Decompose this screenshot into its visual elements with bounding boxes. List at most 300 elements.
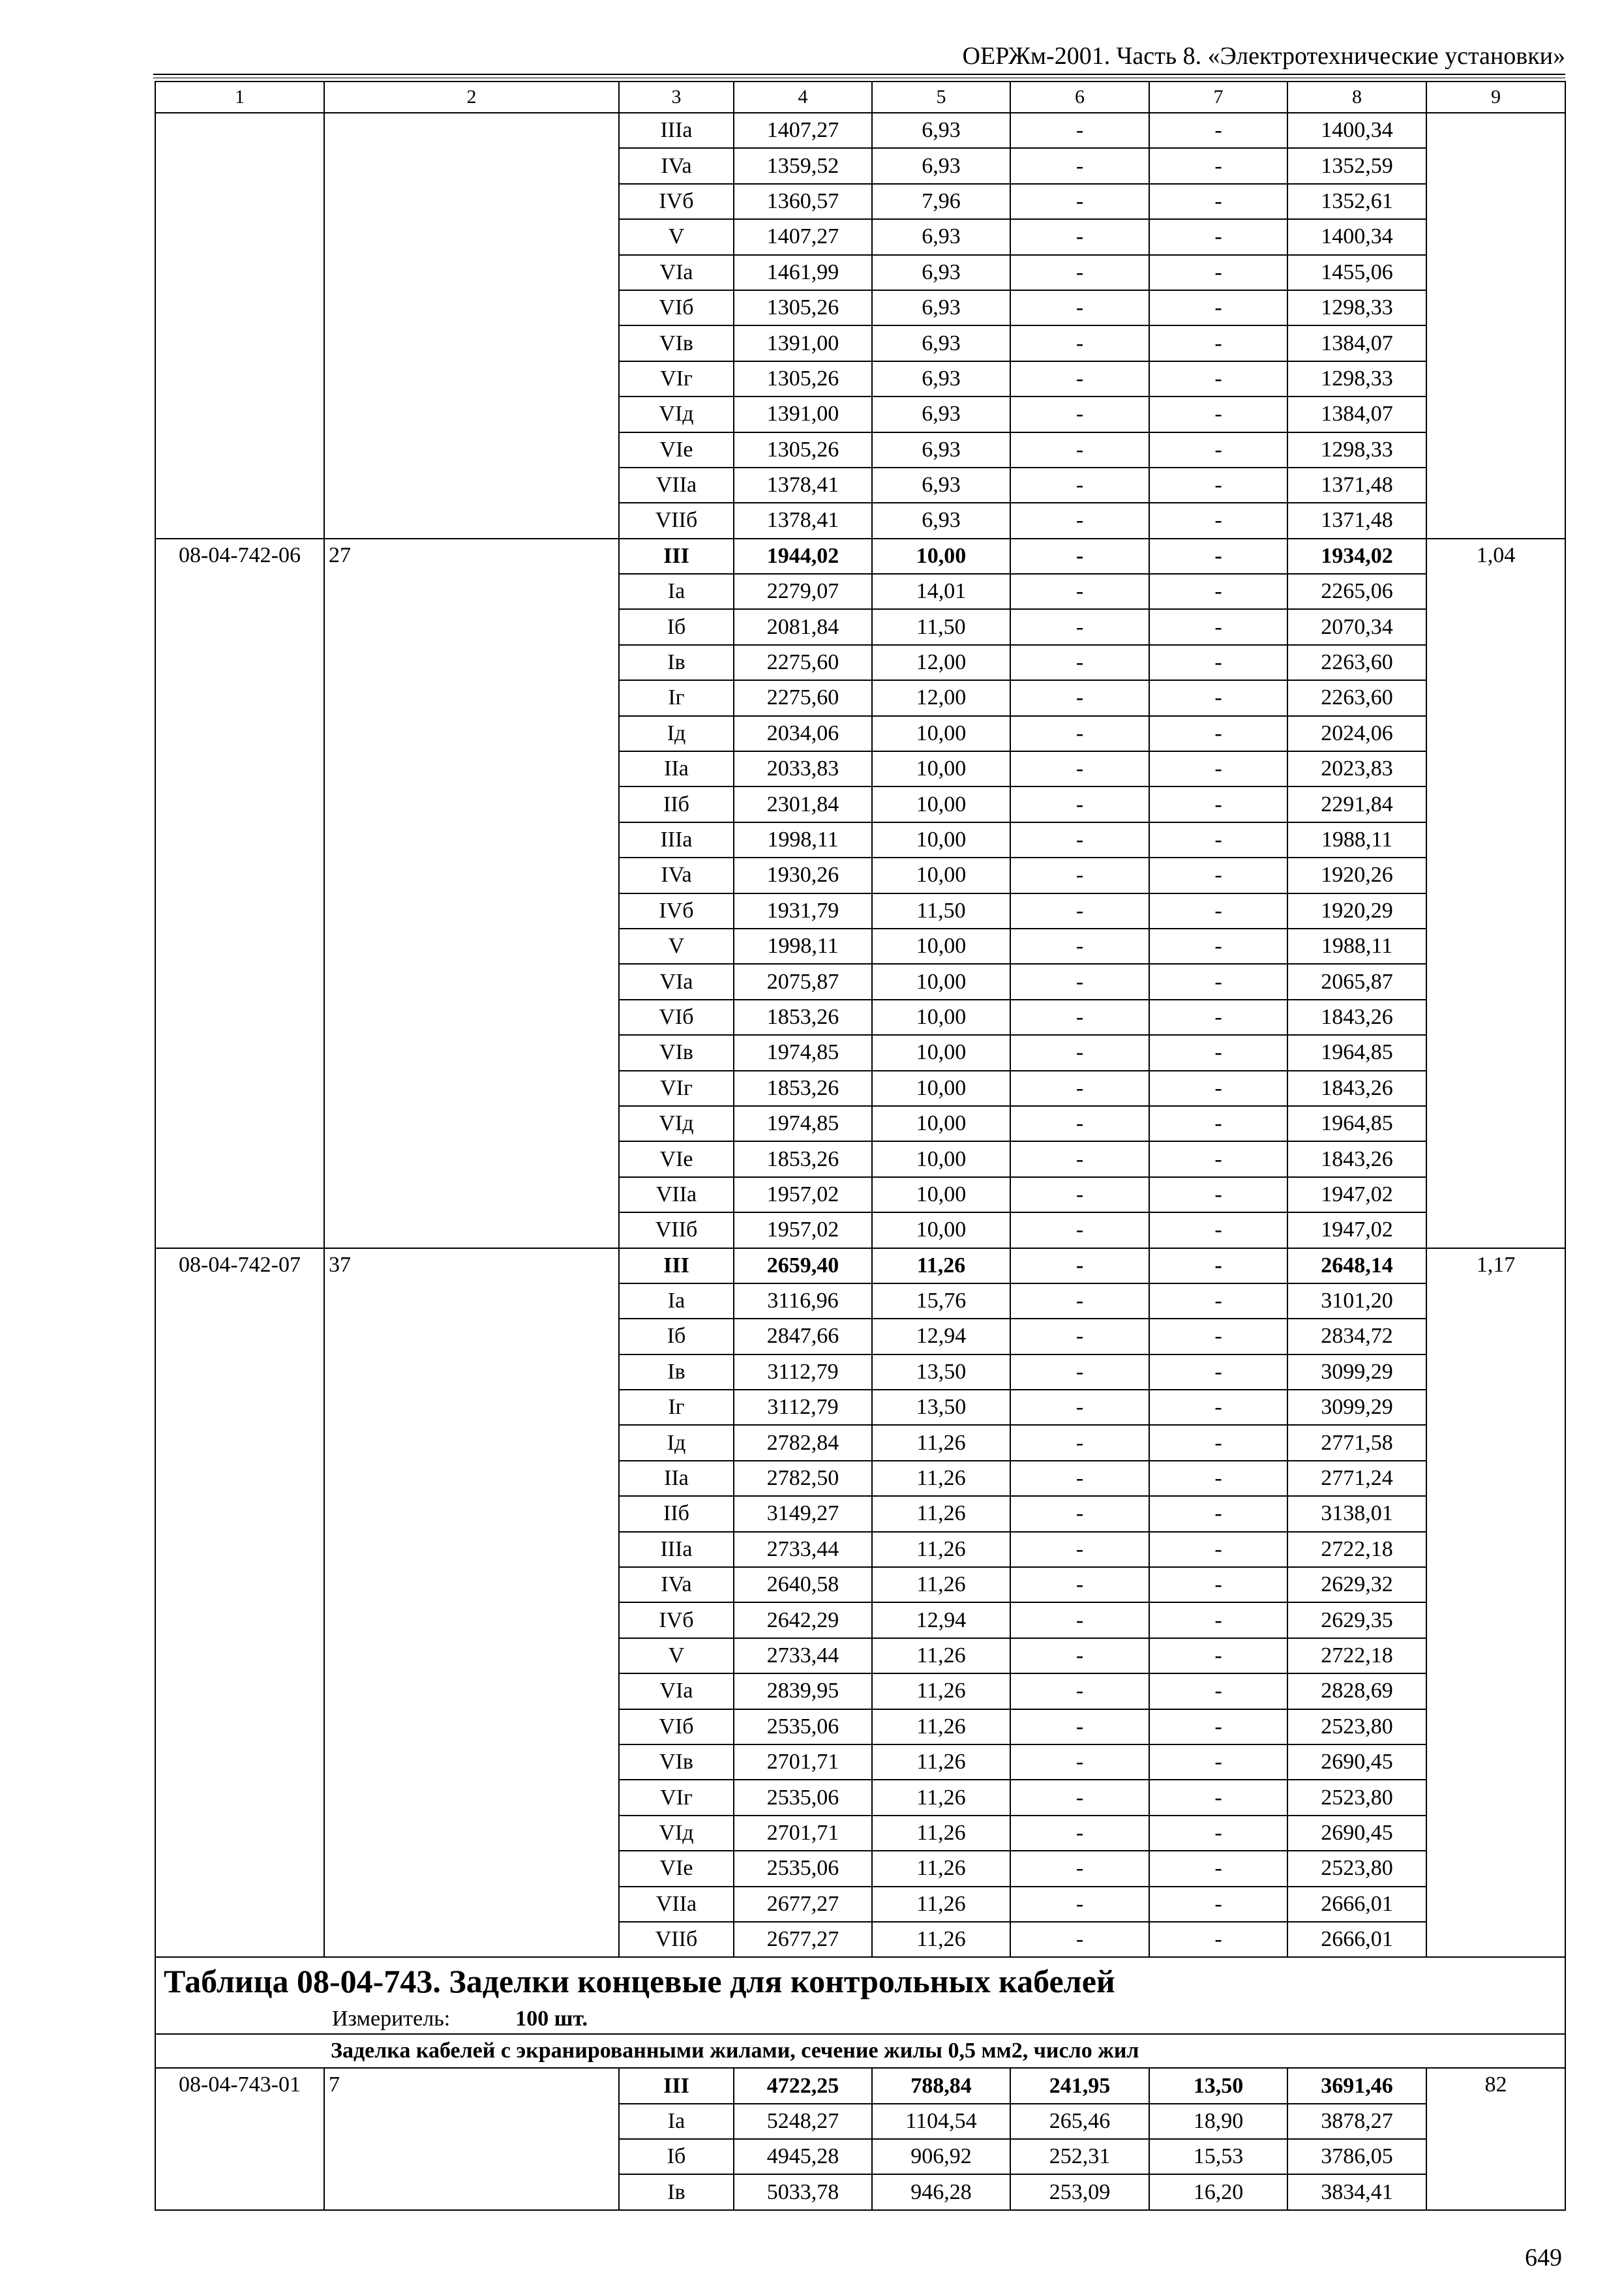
cell-wages: 10,00 <box>872 858 1010 893</box>
cell-wages: 10,00 <box>872 929 1010 964</box>
cell-machines: - <box>1010 539 1149 574</box>
cell-machines: - <box>1010 1283 1149 1319</box>
cell-materials: 2070,34 <box>1287 609 1426 644</box>
cell-zone: IVa <box>619 148 734 183</box>
cell-wages: 6,93 <box>872 396 1010 432</box>
cell-wages: 11,26 <box>872 1709 1010 1744</box>
cell-total: 1853,26 <box>734 1000 872 1035</box>
cell-materials: 1352,61 <box>1287 184 1426 219</box>
cell-zone: V <box>619 219 734 254</box>
cell-zone: IVa <box>619 1567 734 1602</box>
cell-total: 2659,40 <box>734 1248 872 1283</box>
cell-machines: - <box>1010 1319 1149 1354</box>
cell-machines: - <box>1010 1780 1149 1815</box>
column-number: 1 <box>155 82 324 113</box>
meter-row <box>155 2005 1565 2034</box>
cell-total: 1407,27 <box>734 219 872 254</box>
cell-materials: 2771,58 <box>1287 1425 1426 1460</box>
cell-materials: 2263,60 <box>1287 680 1426 715</box>
cell-materials: 1964,85 <box>1287 1035 1426 1070</box>
cell-total: 2275,60 <box>734 645 872 680</box>
cell-materials: 3099,29 <box>1287 1354 1426 1390</box>
cell-total: 2701,71 <box>734 1744 872 1780</box>
cell-materials: 1384,07 <box>1287 325 1426 361</box>
cell-total: 2275,60 <box>734 680 872 715</box>
cell-operator-wages: - <box>1149 786 1287 822</box>
cell-zone: VIa <box>619 1673 734 1709</box>
cell-zone: IIa <box>619 751 734 786</box>
cell-wages: 6,93 <box>872 148 1010 183</box>
cell-total: 1359,52 <box>734 148 872 183</box>
cell-operator-wages: - <box>1149 1887 1287 1922</box>
cell-zone: IIб <box>619 1496 734 1531</box>
cell-machines: - <box>1010 964 1149 999</box>
cell-materials: 1298,33 <box>1287 290 1426 325</box>
cell-wages: 13,50 <box>872 1354 1010 1390</box>
cell-operator-wages: - <box>1149 751 1287 786</box>
caption-row <box>155 2034 1565 2068</box>
cell-operator-wages: - <box>1149 1425 1287 1460</box>
cell-machines: 252,31 <box>1010 2139 1149 2174</box>
rate-code: 08-04-742-06 <box>155 539 324 1248</box>
cell-total: 3116,96 <box>734 1283 872 1319</box>
cell-materials: 2629,32 <box>1287 1567 1426 1602</box>
cell-zone: III <box>619 539 734 574</box>
cell-machines: - <box>1010 929 1149 964</box>
cell-operator-wages: - <box>1149 113 1287 148</box>
cell-materials: 2629,35 <box>1287 1602 1426 1638</box>
cell-total: 2733,44 <box>734 1532 872 1567</box>
cell-wages: 788,84 <box>872 2068 1010 2103</box>
cell-total: 2839,95 <box>734 1673 872 1709</box>
cell-materials: 2265,06 <box>1287 574 1426 609</box>
cell-machines: - <box>1010 1709 1149 1744</box>
cell-wages: 10,00 <box>872 1035 1010 1070</box>
cell-materials: 2666,01 <box>1287 1887 1426 1922</box>
cell-machines: - <box>1010 751 1149 786</box>
cell-wages: 11,26 <box>872 1638 1010 1673</box>
rate-code: 08-04-743-01 <box>155 2068 324 2210</box>
cell-operator-wages: - <box>1149 574 1287 609</box>
cell-zone: III <box>619 2068 734 2103</box>
cell-total: 1378,41 <box>734 468 872 503</box>
column-number: 8 <box>1287 82 1426 113</box>
cell-zone: VIб <box>619 1709 734 1744</box>
cell-machines: - <box>1010 1106 1149 1141</box>
cell-machines: - <box>1010 1035 1149 1070</box>
cell-machines: 241,95 <box>1010 2068 1149 2103</box>
cell-zone: IIIa <box>619 822 734 858</box>
cell-machines: - <box>1010 219 1149 254</box>
cell-operator-wages: - <box>1149 1602 1287 1638</box>
cell-wages: 11,26 <box>872 1780 1010 1815</box>
cell-wages: 6,93 <box>872 290 1010 325</box>
cell-wages: 906,92 <box>872 2139 1010 2174</box>
cell-machines: - <box>1010 1638 1149 1673</box>
cell-total: 4945,28 <box>734 2139 872 2174</box>
cell-machines: - <box>1010 1354 1149 1390</box>
cell-machines: - <box>1010 609 1149 644</box>
cell-zone: VIIб <box>619 1922 734 1957</box>
cell-wages: 11,50 <box>872 609 1010 644</box>
cell-materials: 2722,18 <box>1287 1532 1426 1567</box>
cell-operator-wages: - <box>1149 184 1287 219</box>
cell-operator-wages: - <box>1149 858 1287 893</box>
cell-operator-wages: - <box>1149 1673 1287 1709</box>
cell-total: 1461,99 <box>734 255 872 290</box>
cell-total: 2535,06 <box>734 1709 872 1744</box>
cell-zone: Iв <box>619 1354 734 1390</box>
cell-materials: 1843,26 <box>1287 1000 1426 1035</box>
rate-name <box>324 113 619 539</box>
cell-operator-wages: - <box>1149 716 1287 751</box>
cell-materials: 2263,60 <box>1287 645 1426 680</box>
cell-wages: 6,93 <box>872 113 1010 148</box>
cell-operator-wages: 16,20 <box>1149 2174 1287 2209</box>
cell-total: 2701,71 <box>734 1816 872 1851</box>
cell-total: 2034,06 <box>734 716 872 751</box>
cell-total: 1974,85 <box>734 1035 872 1070</box>
cell-materials: 2523,80 <box>1287 1780 1426 1815</box>
cell-total: 5033,78 <box>734 2174 872 2209</box>
cell-wages: 15,76 <box>872 1283 1010 1319</box>
cell-machines: - <box>1010 468 1149 503</box>
cell-zone: VIг <box>619 1780 734 1815</box>
cell-zone: VIIa <box>619 1887 734 1922</box>
cell-materials: 2690,45 <box>1287 1816 1426 1851</box>
cell-wages: 11,26 <box>872 1851 1010 1886</box>
cell-wages: 6,93 <box>872 219 1010 254</box>
meter-label: Измеритель: <box>332 2007 451 2031</box>
cell-zone: VIIa <box>619 468 734 503</box>
cell-operator-wages: - <box>1149 1922 1287 1957</box>
cell-operator-wages: - <box>1149 609 1287 644</box>
cell-operator-wages: - <box>1149 1248 1287 1283</box>
cell-total: 1407,27 <box>734 113 872 148</box>
cell-materials: 1298,33 <box>1287 361 1426 396</box>
cell-operator-wages: - <box>1149 1638 1287 1673</box>
cell-wages: 11,26 <box>872 1922 1010 1957</box>
cell-machines: - <box>1010 1248 1149 1283</box>
cell-operator-wages: - <box>1149 1851 1287 1886</box>
cell-materials: 2065,87 <box>1287 964 1426 999</box>
cell-total: 1944,02 <box>734 539 872 574</box>
cell-materials: 1455,06 <box>1287 255 1426 290</box>
cell-wages: 11,26 <box>872 1496 1010 1531</box>
cell-machines: - <box>1010 361 1149 396</box>
section-caption: Заделка кабелей с экранированными жилами, сечение жилы 0,5 мм2, число жил <box>155 2034 1565 2068</box>
cell-zone: IIIa <box>619 1532 734 1567</box>
cell-operator-wages: - <box>1149 1354 1287 1390</box>
cell-zone: Iб <box>619 2139 734 2174</box>
cell-machines: - <box>1010 1425 1149 1460</box>
cell-operator-wages: - <box>1149 680 1287 715</box>
cell-materials: 2523,80 <box>1287 1851 1426 1886</box>
cell-total: 4722,25 <box>734 2068 872 2103</box>
cell-wages: 11,26 <box>872 1532 1010 1567</box>
cell-machines: - <box>1010 574 1149 609</box>
cell-total: 3112,79 <box>734 1354 872 1390</box>
cell-materials: 1371,48 <box>1287 468 1426 503</box>
cell-zone: VIa <box>619 964 734 999</box>
cell-operator-wages: - <box>1149 1283 1287 1319</box>
cell-materials: 1400,34 <box>1287 219 1426 254</box>
cell-zone: VIв <box>619 1035 734 1070</box>
cell-zone: VIe <box>619 432 734 468</box>
cell-materials: 1352,59 <box>1287 148 1426 183</box>
header-rule <box>153 74 1565 75</box>
cell-materials: 2523,80 <box>1287 1709 1426 1744</box>
cell-total: 2279,07 <box>734 574 872 609</box>
cell-wages: 7,96 <box>872 184 1010 219</box>
cell-materials: 3878,27 <box>1287 2104 1426 2139</box>
rate-name: 7 <box>324 2068 619 2210</box>
cell-total: 2847,66 <box>734 1319 872 1354</box>
cell-operator-wages: - <box>1149 929 1287 964</box>
cell-materials: 1920,29 <box>1287 893 1426 929</box>
cell-total: 2075,87 <box>734 964 872 999</box>
cell-machines: - <box>1010 786 1149 822</box>
cell-machines: - <box>1010 1602 1149 1638</box>
rate-name: 27 <box>324 539 619 1248</box>
column-number: 6 <box>1010 82 1149 113</box>
coefficient: 82 <box>1426 2068 1565 2210</box>
cell-zone: IVa <box>619 858 734 893</box>
cell-total: 1360,57 <box>734 184 872 219</box>
cell-materials: 1371,48 <box>1287 503 1426 538</box>
cell-machines: - <box>1010 1816 1149 1851</box>
cell-zone: Ia <box>619 1283 734 1319</box>
cell-machines: - <box>1010 680 1149 715</box>
cell-zone: VIв <box>619 325 734 361</box>
cell-machines: - <box>1010 113 1149 148</box>
cell-machines: - <box>1010 1461 1149 1496</box>
cell-wages: 11,26 <box>872 1248 1010 1283</box>
cell-operator-wages: - <box>1149 219 1287 254</box>
cell-machines: - <box>1010 1532 1149 1567</box>
cell-materials: 2771,24 <box>1287 1461 1426 1496</box>
rate-code: 08-04-742-07 <box>155 1248 324 1958</box>
cell-wages: 10,00 <box>872 1177 1010 1212</box>
cell-total: 1974,85 <box>734 1106 872 1141</box>
cell-total: 2640,58 <box>734 1567 872 1602</box>
cell-zone: VIIб <box>619 503 734 538</box>
cell-wages: 11,26 <box>872 1567 1010 1602</box>
cell-operator-wages: - <box>1149 1177 1287 1212</box>
cell-materials: 3691,46 <box>1287 2068 1426 2103</box>
cell-materials: 1400,34 <box>1287 113 1426 148</box>
meter <box>155 2005 1565 2034</box>
table-row <box>155 539 1565 574</box>
cell-materials: 2690,45 <box>1287 1744 1426 1780</box>
cell-wages: 13,50 <box>872 1390 1010 1425</box>
cell-materials: 2291,84 <box>1287 786 1426 822</box>
cell-materials: 1947,02 <box>1287 1212 1426 1248</box>
cell-zone: VIIб <box>619 1212 734 1248</box>
cell-machines: - <box>1010 716 1149 751</box>
cell-wages: 12,00 <box>872 645 1010 680</box>
cell-total: 3112,79 <box>734 1390 872 1425</box>
cell-wages: 6,93 <box>872 361 1010 396</box>
cell-machines: - <box>1010 184 1149 219</box>
cell-operator-wages: - <box>1149 468 1287 503</box>
cell-zone: Iв <box>619 645 734 680</box>
cell-zone: Iд <box>619 716 734 751</box>
cell-operator-wages: - <box>1149 1461 1287 1496</box>
cell-total: 2033,83 <box>734 751 872 786</box>
cell-materials: 2024,06 <box>1287 716 1426 751</box>
cell-total: 2733,44 <box>734 1638 872 1673</box>
cell-wages: 10,00 <box>872 1106 1010 1141</box>
cell-operator-wages: - <box>1149 1496 1287 1531</box>
cell-zone: IIб <box>619 786 734 822</box>
cell-wages: 11,26 <box>872 1461 1010 1496</box>
cell-total: 2081,84 <box>734 609 872 644</box>
cell-wages: 10,00 <box>872 716 1010 751</box>
cell-zone: Iв <box>619 2174 734 2209</box>
cell-operator-wages: - <box>1149 432 1287 468</box>
cell-wages: 10,00 <box>872 1141 1010 1176</box>
cell-wages: 10,00 <box>872 1212 1010 1248</box>
cell-operator-wages: 15,53 <box>1149 2139 1287 2174</box>
cell-materials: 2722,18 <box>1287 1638 1426 1673</box>
cell-zone: VIб <box>619 290 734 325</box>
cell-wages: 12,00 <box>872 680 1010 715</box>
cell-wages: 10,00 <box>872 751 1010 786</box>
cell-wages: 11,26 <box>872 1673 1010 1709</box>
cell-zone: IIa <box>619 1461 734 1496</box>
table-row <box>155 2068 1565 2103</box>
cell-machines: 253,09 <box>1010 2174 1149 2209</box>
cell-operator-wages: - <box>1149 1567 1287 1602</box>
cell-operator-wages: - <box>1149 1319 1287 1354</box>
rate-code <box>155 113 324 539</box>
cell-wages: 946,28 <box>872 2174 1010 2209</box>
cell-total: 1853,26 <box>734 1071 872 1106</box>
cell-wages: 10,00 <box>872 822 1010 858</box>
cell-machines: - <box>1010 1496 1149 1531</box>
cell-zone: IIIa <box>619 113 734 148</box>
cell-machines: - <box>1010 1922 1149 1957</box>
cell-materials: 1988,11 <box>1287 929 1426 964</box>
cell-machines: - <box>1010 396 1149 432</box>
cell-total: 2677,27 <box>734 1887 872 1922</box>
cell-operator-wages: - <box>1149 503 1287 538</box>
cell-machines: - <box>1010 432 1149 468</box>
cell-operator-wages: - <box>1149 290 1287 325</box>
cell-zone: VIд <box>619 1106 734 1141</box>
cell-zone: Iг <box>619 1390 734 1425</box>
cell-materials: 2648,14 <box>1287 1248 1426 1283</box>
cell-operator-wages: 18,90 <box>1149 2104 1287 2139</box>
cell-total: 1305,26 <box>734 432 872 468</box>
column-number: 3 <box>619 82 734 113</box>
cell-total: 1957,02 <box>734 1177 872 1212</box>
cell-zone: VIIa <box>619 1177 734 1212</box>
cell-machines: - <box>1010 255 1149 290</box>
cell-operator-wages: - <box>1149 1035 1287 1070</box>
cell-machines: - <box>1010 1177 1149 1212</box>
cell-materials: 1920,26 <box>1287 858 1426 893</box>
column-number: 4 <box>734 82 872 113</box>
cell-zone: Ia <box>619 574 734 609</box>
cell-zone: Ia <box>619 2104 734 2139</box>
column-number: 9 <box>1426 82 1565 113</box>
rate-name: 37 <box>324 1248 619 1958</box>
cell-total: 3149,27 <box>734 1496 872 1531</box>
cell-wages: 14,01 <box>872 574 1010 609</box>
cell-operator-wages: - <box>1149 1141 1287 1176</box>
page-header: ОЕРЖм-2001. Часть 8. «Электротехнические установки» <box>962 42 1565 70</box>
cell-zone: IVб <box>619 184 734 219</box>
cell-wages: 10,00 <box>872 786 1010 822</box>
cell-total: 2535,06 <box>734 1780 872 1815</box>
cell-machines: - <box>1010 148 1149 183</box>
cell-total: 2782,50 <box>734 1461 872 1496</box>
cell-materials: 1298,33 <box>1287 432 1426 468</box>
cell-zone: Iб <box>619 1319 734 1354</box>
cell-total: 5248,27 <box>734 2104 872 2139</box>
cell-machines: - <box>1010 893 1149 929</box>
cell-zone: Iд <box>619 1425 734 1460</box>
cell-total: 1391,00 <box>734 396 872 432</box>
cell-materials: 1843,26 <box>1287 1141 1426 1176</box>
cell-wages: 6,93 <box>872 432 1010 468</box>
cell-total: 1998,11 <box>734 822 872 858</box>
cell-machines: - <box>1010 1141 1149 1176</box>
cell-total: 2642,29 <box>734 1602 872 1638</box>
cell-operator-wages: - <box>1149 325 1287 361</box>
cell-operator-wages: - <box>1149 1000 1287 1035</box>
table-title: Таблица 08-04-743. Заделки концевые для контрольных кабелей <box>155 1957 1565 2005</box>
cell-wages: 10,00 <box>872 539 1010 574</box>
column-number: 2 <box>324 82 619 113</box>
cell-machines: - <box>1010 325 1149 361</box>
cell-operator-wages: - <box>1149 1532 1287 1567</box>
cell-wages: 6,93 <box>872 255 1010 290</box>
cell-zone: Iг <box>619 680 734 715</box>
cell-wages: 10,00 <box>872 964 1010 999</box>
cell-total: 2677,27 <box>734 1922 872 1957</box>
cell-machines: - <box>1010 1212 1149 1248</box>
coefficient: 1,04 <box>1426 539 1565 1248</box>
table-row <box>155 1248 1565 1283</box>
cell-machines: - <box>1010 1851 1149 1886</box>
cell-total: 1305,26 <box>734 361 872 396</box>
cell-operator-wages: - <box>1149 255 1287 290</box>
cell-total: 1391,00 <box>734 325 872 361</box>
cell-operator-wages: - <box>1149 893 1287 929</box>
cell-wages: 11,50 <box>872 893 1010 929</box>
cell-wages: 1104,54 <box>872 2104 1010 2139</box>
cell-total: 1998,11 <box>734 929 872 964</box>
cell-wages: 11,26 <box>872 1887 1010 1922</box>
cell-materials: 1947,02 <box>1287 1177 1426 1212</box>
cell-operator-wages: - <box>1149 1744 1287 1780</box>
column-number: 5 <box>872 82 1010 113</box>
cell-operator-wages: - <box>1149 1390 1287 1425</box>
cell-materials: 1384,07 <box>1287 396 1426 432</box>
meter-value: 100 шт. <box>515 2007 588 2031</box>
cell-zone: V <box>619 929 734 964</box>
cell-machines: - <box>1010 822 1149 858</box>
cell-zone: VIв <box>619 1744 734 1780</box>
cell-materials: 2023,83 <box>1287 751 1426 786</box>
cell-materials: 3834,41 <box>1287 2174 1426 2209</box>
cell-materials: 2828,69 <box>1287 1673 1426 1709</box>
cell-machines: - <box>1010 1390 1149 1425</box>
cell-zone: VIб <box>619 1000 734 1035</box>
